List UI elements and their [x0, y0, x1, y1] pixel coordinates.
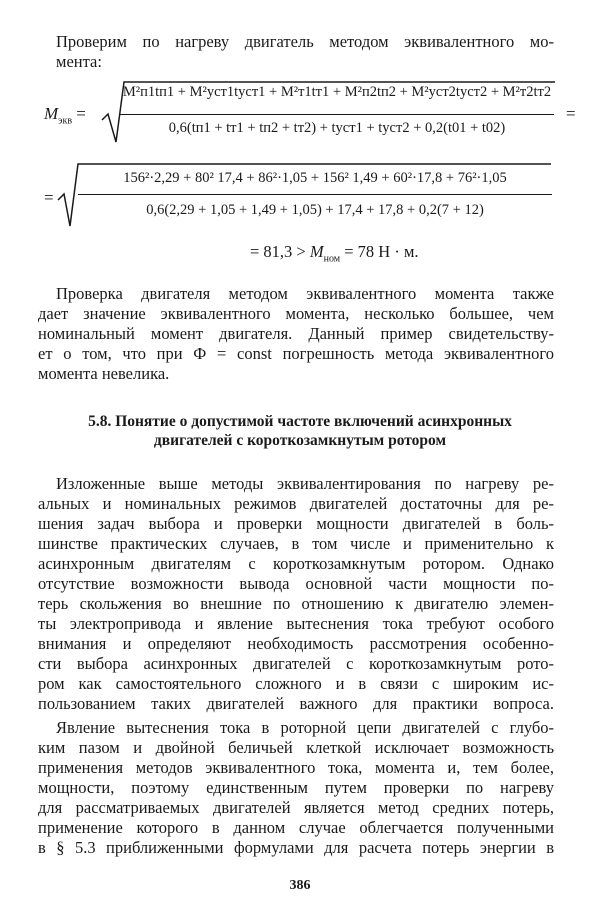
p2-line-2: альных и номинальных режимов двигателей достаточны для ре-	[38, 494, 554, 513]
page-number: 386	[289, 878, 311, 893]
p2-line-8: ты электропривода и явление вытеснения тока требуют особого	[38, 614, 554, 633]
p2-line-7: терь скольжения во внешние по отношению к двигателю элемен-	[38, 594, 554, 613]
formula2-denominator: 0,6(2,29 + 1,05 + 1,49 + 1,05) + 17,4 + 17,8 + 0,2(7 + 12)	[146, 202, 484, 218]
formula2-numerator: 156²·2,29 + 80² 17,4 + 86²·1,05 + 156² 1,49 + 60²·17,8 + 76²·1,05	[123, 170, 507, 186]
intro-line-2: мента:	[56, 52, 102, 71]
formula1-lhs-sub: экв	[58, 115, 73, 127]
p2-line-5: асинхронным двигателям с короткозамкнутым ротором. Однако	[38, 554, 554, 573]
section-title-line-2: двигателей с короткозамкнутым ротором	[153, 432, 447, 449]
p1-line-1: Проверка двигателя методом эквивалентного момента также	[56, 284, 554, 303]
section-title-line-1: 5.8. Понятие о допустимой частоте включений асинхронных	[88, 413, 512, 430]
p3-line-4: мощности, поэтому единственным путем проверки по нагреву	[38, 778, 554, 797]
p2-line-3: шения задач выбора и проверки мощности двигателей в боль-	[38, 514, 554, 533]
p2-line-4: шинстве практических случаев, в том числе и применительно к	[38, 534, 554, 553]
p1-line-5: момента невелика.	[38, 364, 170, 383]
p3-line-7: в § 5.3 приближенными формулами для расчета потерь энергии в	[38, 838, 554, 857]
p2-line-1: Изложенные выше методы эквивалентирования по нагреву ре-	[56, 474, 554, 493]
formula-result	[250, 242, 419, 265]
p1-line-2: дает значение эквивалентного момента, несколько большее, чем	[38, 304, 554, 323]
formula1-numerator: M²п1tп1 + M²уст1tуст1 + M²т1tт1 + M²п2tп2 + M²уст2tуст2 + M²т2tт2	[122, 84, 552, 100]
formula1-lhs-symbol: M	[44, 104, 59, 123]
p1-line-4: ет о том, что при Ф = const погрешность метода эквивалентного	[38, 344, 554, 363]
p3-line-3: применения методов эквивалентного тока, момента и, тем более,	[38, 758, 554, 777]
p3-line-5: для рассматриваемых двигателей является метод средних потерь,	[38, 798, 554, 817]
result-symbol: M	[309, 242, 324, 261]
p1-line-3: номинальный момент двигателя. Данный пример свидетельству-	[38, 324, 554, 343]
p2-line-11: ром как самостоятельного сложного и в связи с широким ис-	[38, 674, 554, 693]
intro-line-1: Проверим по нагреву двигатель методом эквивалентного мо-	[56, 32, 554, 51]
formula1-denominator: 0,6(tп1 + tт1 + tп2 + tт2) + tуст1 + tуст2 + 0,2(t01 + t02)	[168, 120, 506, 136]
formula1-fraction-bar	[120, 114, 554, 115]
p2-line-10: сти выбора асинхронных двигателей с короткозамкнутым рото-	[38, 654, 554, 673]
formula1-eq: =	[76, 104, 86, 123]
formula1-trailing-eq: =	[566, 104, 576, 123]
p3-line-1: Явление вытеснения тока в роторной цепи двигателей с глубо-	[56, 718, 554, 737]
result-sub: ном	[323, 253, 341, 265]
formula2-fraction-bar	[78, 194, 552, 195]
p2-line-6: отсутствие возможности вывода основной части мощности по-	[38, 574, 554, 593]
formula1-lhs	[44, 104, 86, 127]
p2-line-12: пользованием таких двигателей важного для практики вопроса.	[38, 694, 554, 713]
result-text-a: = 81,3 >	[250, 242, 306, 261]
p2-line-9: внимания и определяют необходимость рассмотрения особенно-	[38, 634, 554, 653]
formula2-lead-eq: =	[44, 188, 54, 207]
p3-line-6: применение которого в данном случае облегчается полученными	[38, 818, 554, 837]
p3-line-2: ким пазом и двойной беличьей клеткой исключает возможность	[38, 738, 554, 757]
result-text-b: = 78 Н · м.	[344, 242, 419, 261]
